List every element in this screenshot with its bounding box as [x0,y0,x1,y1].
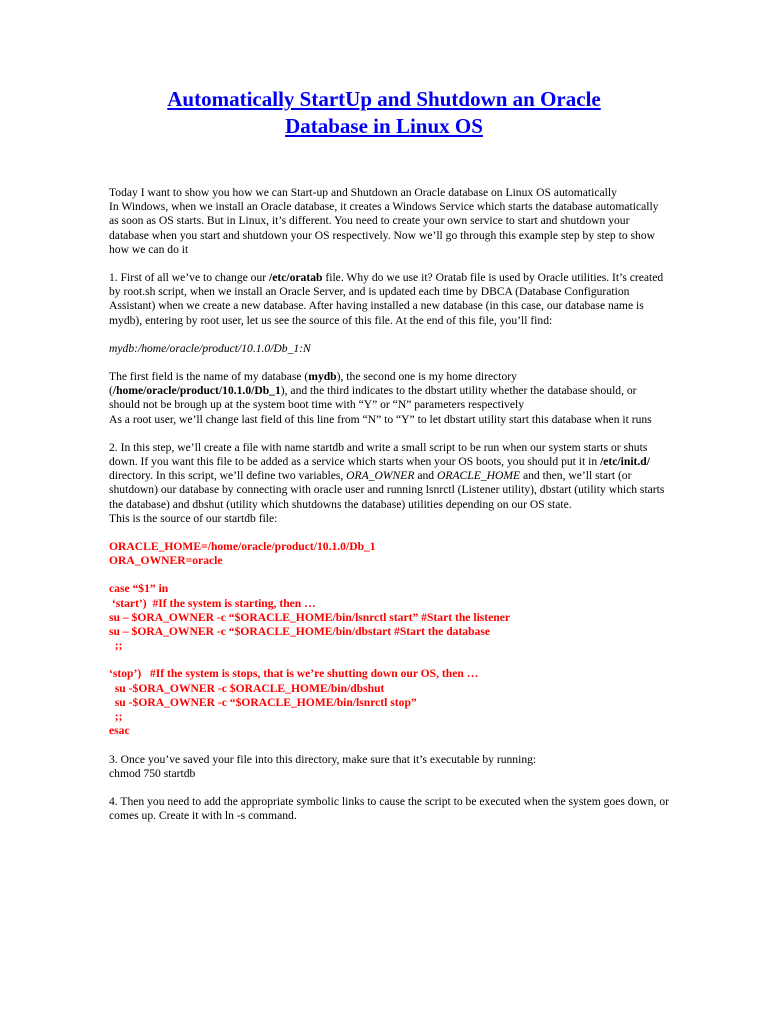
step2-paragraph [109,441,669,512]
code-line: case “$1” in [109,582,169,596]
page-title[interactable] [0,86,768,140]
spacer [109,356,669,370]
intro-paragraph-2: In Windows, when we install an Oracle database, it creates a Windows Service which starts the database automatically as soon as OS starts. But in Linux, it’s different. You need to create your own service to start and shutdown your database when you start and shutdown your OS respectively. Now we’ll go through this example step by step to show how we can do it [109,200,659,256]
code-line: esac [109,724,130,738]
step2-a: 2. In this step, we’ll create a file with name startdb and write a small script to be run when our system starts or shuts down. If you want this file to be added as a service which starts when your OS boots, you should put it in [109,440,648,469]
oracle-home-var: ORACLE_HOME [436,469,521,483]
document-body [109,186,669,823]
code-line: su -$ORA_OWNER -c “$ORACLE_HOME/bin/lsnrctl stop” [109,695,417,709]
spacer [109,328,669,342]
root-change-paragraph: As a root user, we’ll change last field of this line from “N” to “Y” to let dbstart utility start this database when it runs [109,412,652,426]
db-name: mydb [308,370,337,384]
code-line: ;; [109,639,123,653]
home-dir: /home/oracle/product/10.1.0/Db_1 [112,384,281,398]
code-line: su -$ORA_OWNER -c $ORACLE_HOME/bin/dbshut [109,681,385,695]
step3-paragraph: 3. Once you’ve saved your file into this directory, make sure that it’s executable by running: [109,752,537,766]
step2-d: and then, we’ll start (or shutdown) our database by connecting with oracle user and running lsnrctl (Listener utility), dbstart (utility which starts the database) and dbshut (utility which shutdowns the database) utilities depending on our OS state. [109,469,665,511]
oratab-file: /etc/oratab [269,271,323,285]
init-d-dir: /etc/init.d/ [600,455,650,469]
spacer [109,739,669,753]
source-intro: This is the source of our startdb file: [109,511,278,525]
field-desc-c: ), and the third indicates to the dbstart utility whether the database should, or should not be brough up at the system boot time with “Y” or “N” parameters respectively [109,384,637,412]
step4-paragraph: 4. Then you need to add the appropriate symbolic links to cause the script to be executed when the system goes down, or comes up. Create it with ln -s command. [109,794,670,823]
intro-paragraph-1: Today I want to show you how we can Start-up and Shutdown an Oracle database on Linux OS automatically [109,186,617,199]
code-line: ‘stop’) #If the system is stops, that is we’re shutting down our OS, then … [109,667,479,681]
step2-b: directory. In this script, we’ll define two variables, [109,469,347,483]
title-line-2[interactable]: Database in Linux OS [285,114,483,138]
spacer [109,781,669,795]
code-line: ‘start’) #If the system is starting, then … [109,596,316,610]
step2-c: and [414,469,437,483]
spacer [109,427,669,441]
field-desc-a: The first field is the name of my database ( [109,370,309,384]
step1-pre: 1. First of all we’ve to change our [109,271,270,285]
spacer [109,526,669,540]
ora-owner-var: ORA_OWNER [346,469,415,483]
code-line: ;; [109,710,123,724]
field-description [109,370,669,413]
oratab-example: mydb:/home/oracle/product/10.1.0/Db_1:N [109,341,311,355]
step1-post: file. Why do we use it? Oratab file is used by Oracle utilities. It’s created by root.sh script, when we install an Oracle Server, and is updated each time by DBCA (Database Configuration Assistant) when we create a new database. After having installed a new database (in this case, our database name is mydb), entering by root user, let us see the source of this file. At the end of this file, you’ll find: [109,271,664,327]
code-line: su – $ORA_OWNER -c “$ORACLE_HOME/bin/dbstart #Start the database [109,625,491,639]
title-line-1[interactable]: Automatically StartUp and Shutdown an Oracle [167,87,601,111]
code-line: su – $ORA_OWNER -c “$ORACLE_HOME/bin/lsnrctl start” #Start the listener [109,610,511,624]
code-line: ORACLE_HOME=/home/oracle/product/10.1.0/Db_1 [109,540,376,554]
spacer [109,257,669,271]
spacer [109,568,669,582]
spacer [109,653,669,667]
code-line: ORA_OWNER=oracle [109,554,223,568]
step1-paragraph [109,271,669,328]
script-code [109,540,669,738]
field-desc-b: ), the second one is my home directory ( [109,370,517,398]
chmod-command: chmod 750 startdb [109,766,196,780]
